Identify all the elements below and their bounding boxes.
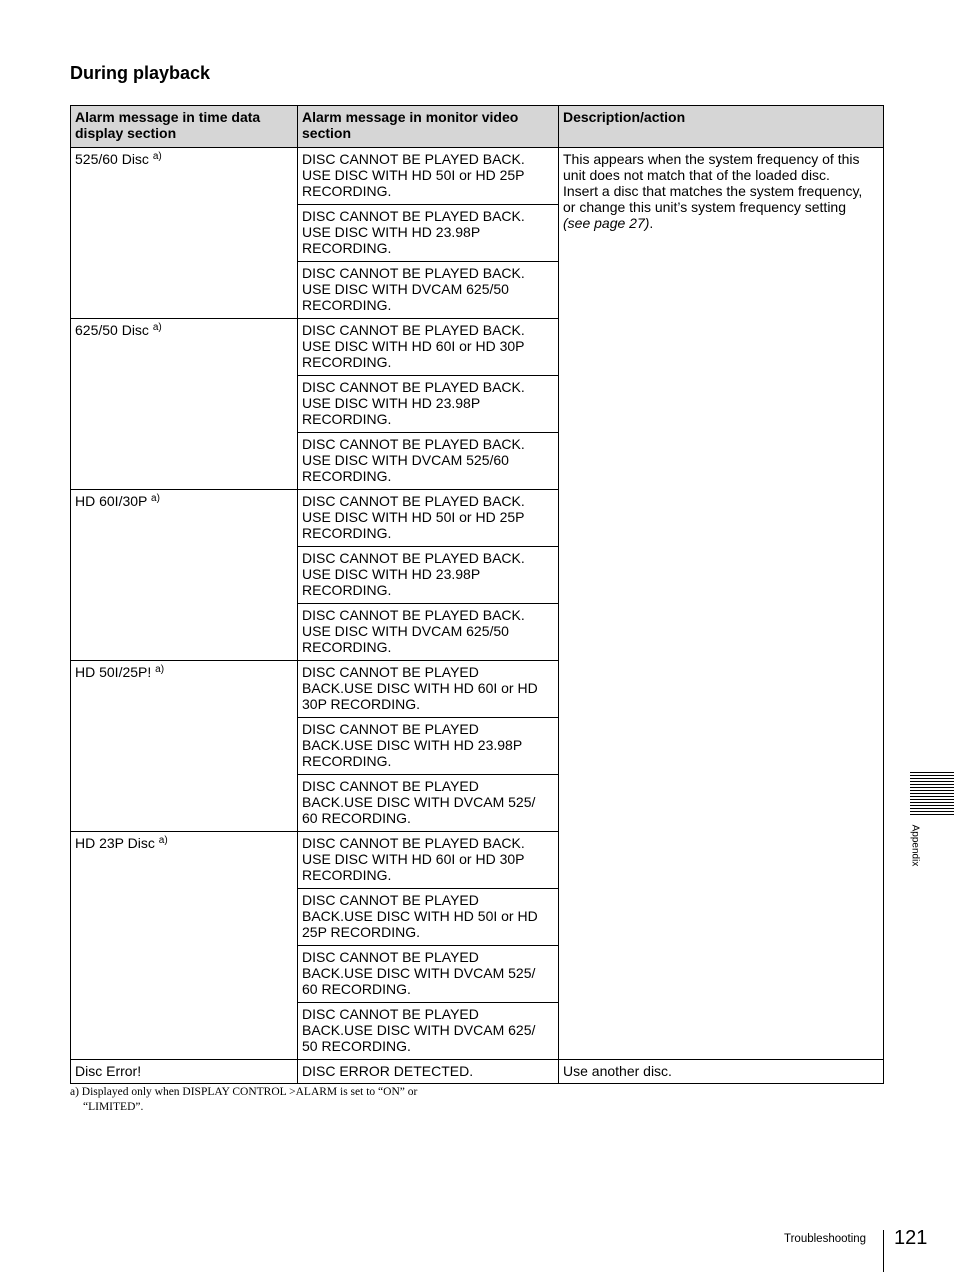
column-header-description: Description/action — [559, 106, 884, 148]
message-line: USE DISC WITH HD 23.98P — [302, 395, 481, 411]
footnote-line: “LIMITED”. — [83, 1101, 144, 1113]
description-cell — [559, 148, 884, 1060]
message-line: DISC CANNOT BE PLAYED — [302, 949, 479, 965]
message-line: USE DISC WITH DVCAM 625/50 — [302, 623, 509, 639]
footer-divider — [883, 1230, 884, 1272]
time-data-label: HD 60I/30P — [75, 493, 148, 509]
message-line: RECORDING. — [302, 183, 392, 199]
monitor-message-cell: DISC ERROR DETECTED. — [298, 1060, 559, 1084]
message-line: USE DISC WITH HD 23.98P — [302, 224, 481, 240]
table-row — [71, 1060, 884, 1084]
time-data-cell: Disc Error! — [71, 1060, 298, 1084]
message-line: RECORDING. — [302, 354, 392, 370]
message-line: DISC CANNOT BE PLAYED BACK. — [302, 379, 525, 395]
message-line: DISC CANNOT BE PLAYED BACK. — [302, 322, 525, 338]
monitor-message-cell — [298, 946, 559, 1003]
footnote-line: a) Displayed only when DISPLAY CONTROL >ALARM is set to “ON” or — [70, 1086, 418, 1098]
monitor-message-cell — [298, 205, 559, 262]
time-data-cell — [71, 490, 298, 661]
description-line: unit does not match that of the loaded disc. — [563, 167, 830, 183]
message-line: RECORDING. — [302, 867, 392, 883]
message-line: DISC CANNOT BE PLAYED BACK. — [302, 151, 525, 167]
footnote-mark: a) — [155, 664, 165, 675]
message-line: RECORDING. — [302, 411, 392, 427]
monitor-message-cell — [298, 889, 559, 946]
monitor-message-cell — [298, 319, 559, 376]
message-line: 60 RECORDING. — [302, 810, 411, 826]
time-data-cell — [71, 661, 298, 832]
message-line: BACK.USE DISC WITH HD 50I or HD — [302, 908, 538, 924]
message-line: 25P RECORDING. — [302, 924, 420, 940]
message-line: DISC CANNOT BE PLAYED — [302, 721, 479, 737]
message-line: RECORDING. — [302, 525, 392, 541]
message-line: DISC CANNOT BE PLAYED BACK. — [302, 436, 525, 452]
page-reference-suffix: . — [649, 215, 654, 231]
monitor-message-cell — [298, 433, 559, 490]
monitor-message-cell — [298, 832, 559, 889]
message-line: BACK.USE DISC WITH HD 23.98P — [302, 737, 523, 753]
monitor-message-cell — [298, 547, 559, 604]
message-line: RECORDING. — [302, 753, 392, 769]
footnote-mark: a) — [151, 493, 160, 504]
description-line — [563, 215, 879, 231]
message-line: DISC CANNOT BE PLAYED BACK. — [302, 208, 525, 224]
message-line: USE DISC WITH HD 23.98P — [302, 566, 481, 582]
message-line: DISC CANNOT BE PLAYED — [302, 664, 479, 680]
message-line: USE DISC WITH DVCAM 625/50 — [302, 281, 509, 297]
message-line: RECORDING. — [302, 468, 392, 484]
page-number: 121 — [894, 1227, 928, 1249]
monitor-message-cell — [298, 376, 559, 433]
column-header-monitor-video: Alarm message in monitor video section — [298, 106, 559, 148]
message-line: 60 RECORDING. — [302, 981, 411, 997]
monitor-message-cell — [298, 490, 559, 547]
section-heading: During playback — [70, 63, 211, 83]
time-data-label: 625/50 Disc — [75, 322, 149, 338]
description-line: This appears when the system frequency of this — [563, 151, 860, 167]
section-tab-marker — [910, 772, 954, 816]
message-line: DISC CANNOT BE PLAYED BACK. — [302, 607, 525, 623]
message-line: DISC CANNOT BE PLAYED BACK. — [302, 265, 525, 281]
message-line: DISC CANNOT BE PLAYED — [302, 1006, 479, 1022]
footnote-mark: a) — [152, 322, 162, 333]
time-data-label: 525/60 Disc — [75, 151, 149, 167]
column-header-time-data: Alarm message in time data display section — [71, 106, 298, 148]
monitor-message-cell — [298, 604, 559, 661]
description-line: or change this unit’s system frequency setting — [563, 199, 847, 215]
footnote-mark: a) — [158, 835, 168, 846]
time-data-label: HD 23P Disc — [75, 835, 155, 851]
time-data-cell — [71, 319, 298, 490]
monitor-message-cell — [298, 262, 559, 319]
page-reference: (see page 27) — [563, 215, 650, 231]
monitor-message-cell — [298, 718, 559, 775]
description-cell: Use another disc. — [559, 1060, 884, 1084]
message-line: BACK.USE DISC WITH DVCAM 625/ — [302, 1022, 536, 1038]
message-line: 50 RECORDING. — [302, 1038, 411, 1054]
message-line: DISC CANNOT BE PLAYED — [302, 892, 479, 908]
footnote — [70, 1085, 417, 1115]
monitor-message-cell — [298, 1003, 559, 1060]
alarm-message-table — [70, 105, 884, 1084]
footnote-mark: a) — [152, 151, 162, 162]
message-line: USE DISC WITH DVCAM 525/60 — [302, 452, 509, 468]
table-row — [71, 148, 884, 205]
time-data-cell — [71, 832, 298, 1060]
monitor-message-cell — [298, 661, 559, 718]
footer-section-name: Troubleshooting — [784, 1233, 867, 1245]
message-line: RECORDING. — [302, 240, 392, 256]
table-header-row — [71, 106, 884, 148]
time-data-label: HD 50I/25P! — [75, 664, 152, 680]
message-line: DISC CANNOT BE PLAYED — [302, 778, 479, 794]
message-line: USE DISC WITH HD 60I or HD 30P — [302, 338, 525, 354]
message-line: 30P RECORDING. — [302, 696, 420, 712]
message-line: USE DISC WITH HD 50I or HD 25P — [302, 167, 525, 183]
monitor-message-cell — [298, 775, 559, 832]
message-line: RECORDING. — [302, 297, 392, 313]
table-body — [71, 148, 884, 1084]
time-data-cell — [71, 148, 298, 319]
monitor-message-cell — [298, 148, 559, 205]
message-line: USE DISC WITH HD 60I or HD 30P — [302, 851, 525, 867]
message-line: BACK.USE DISC WITH DVCAM 525/ — [302, 965, 536, 981]
message-line: BACK.USE DISC WITH DVCAM 525/ — [302, 794, 536, 810]
message-line: DISC CANNOT BE PLAYED BACK. — [302, 493, 525, 509]
message-line: RECORDING. — [302, 639, 392, 655]
description-line: Insert a disc that matches the system frequency, — [563, 183, 863, 199]
message-line: BACK.USE DISC WITH HD 60I or HD — [302, 680, 538, 696]
side-section-label: Appendix — [909, 824, 921, 867]
message-line: RECORDING. — [302, 582, 392, 598]
message-line: DISC CANNOT BE PLAYED BACK. — [302, 550, 525, 566]
message-line: DISC CANNOT BE PLAYED BACK. — [302, 835, 525, 851]
message-line: USE DISC WITH HD 50I or HD 25P — [302, 509, 525, 525]
